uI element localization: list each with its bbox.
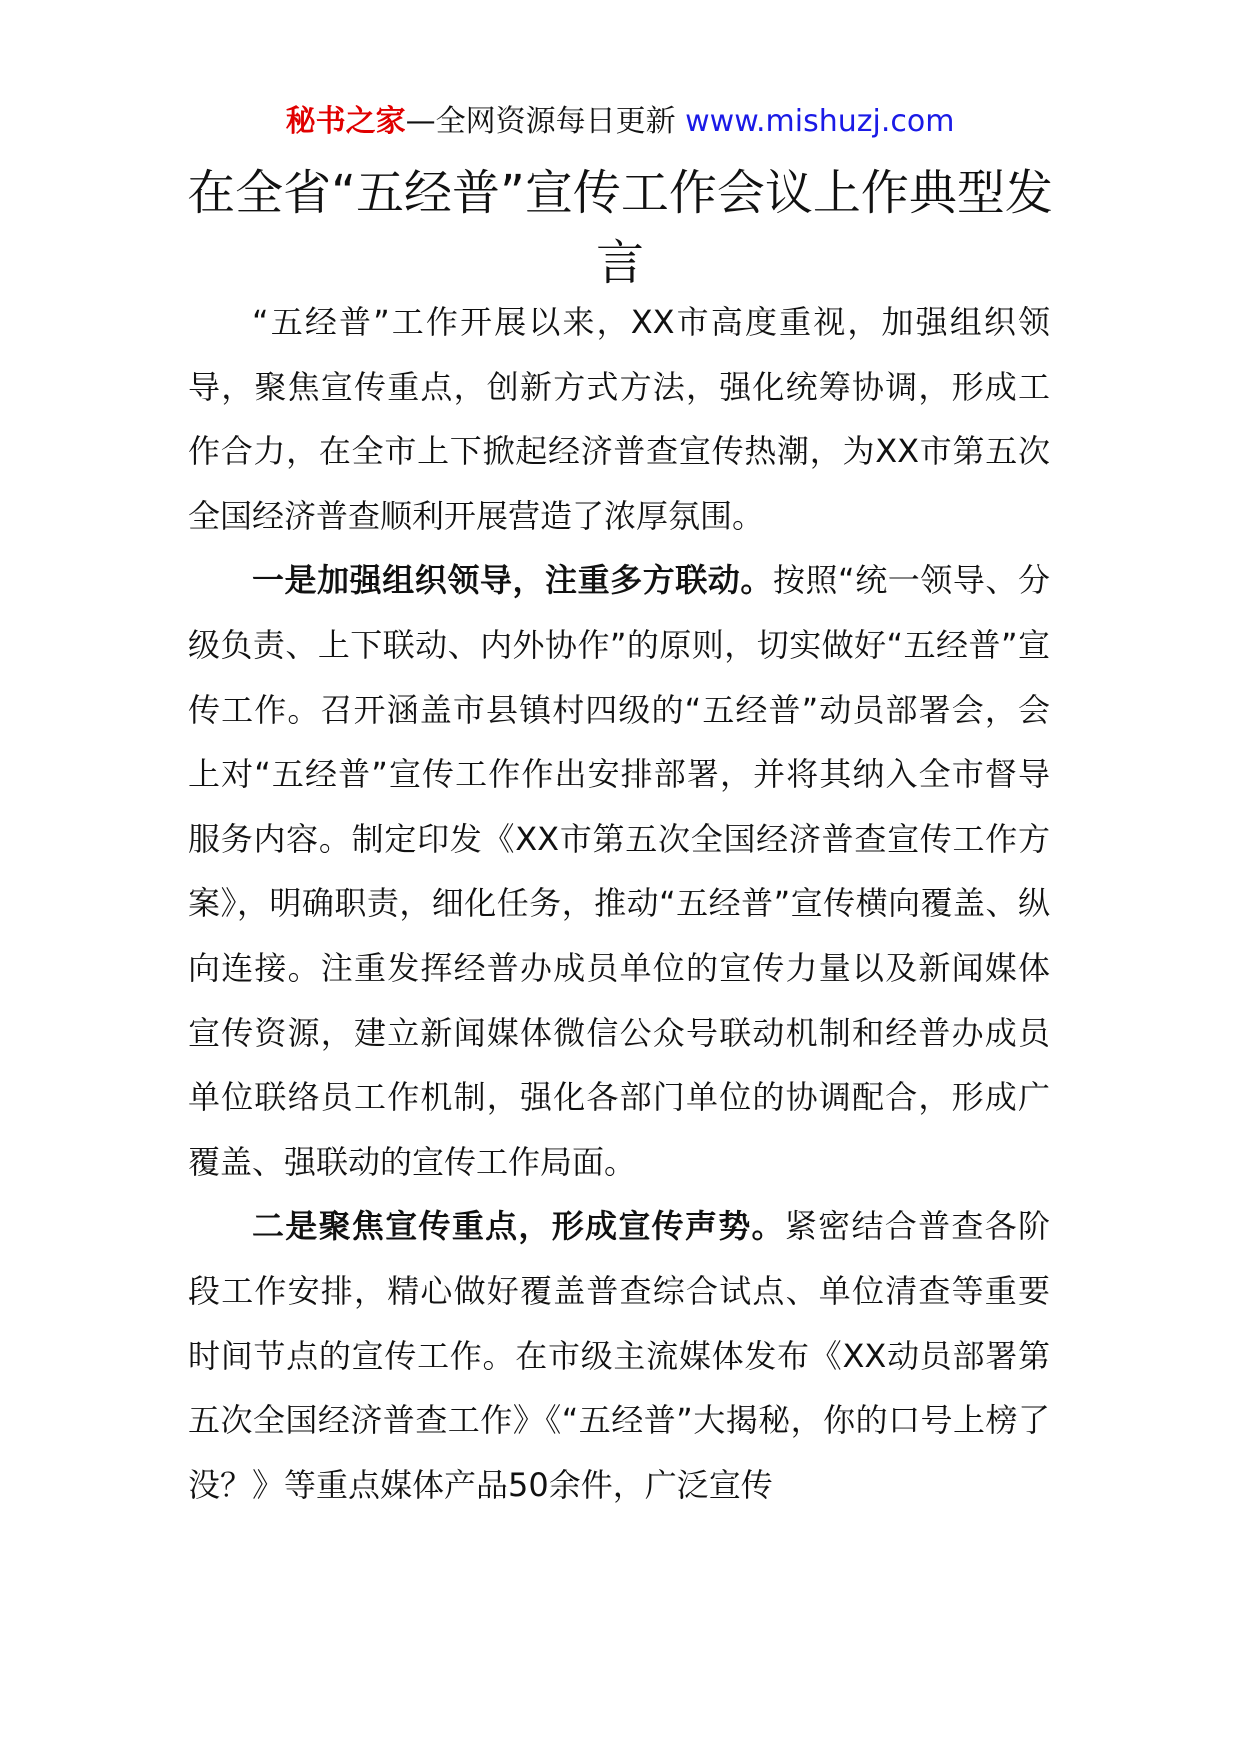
document-body xyxy=(188,290,1050,1517)
paragraph-heading: 一是加强组织领导，注重多方联动。 xyxy=(252,561,773,600)
paragraph-point-two xyxy=(188,1194,1050,1517)
paragraph-heading: 二是聚焦宣传重点，形成宣传声势。 xyxy=(252,1207,785,1246)
paragraph-point-one xyxy=(188,548,1050,1194)
paragraph-intro xyxy=(188,290,1050,548)
header-slogan: —全网资源每日更新 xyxy=(405,104,686,139)
document-title: 在全省“五经普”宣传工作会议上作典型发言 xyxy=(187,165,1053,291)
header-url-link[interactable]: www.mishuzj.com xyxy=(685,104,955,139)
header-brand: 秘书之家 xyxy=(285,104,406,139)
site-header xyxy=(0,100,1240,144)
paragraph-text: “五经普”工作开展以来，XX市高度重视，加强组织领导，聚焦宣传重点，创新方式方法，强化统筹协调，形成工作合力，在全市上下掀起经济普查宣传热潮，为XX市第五次全国经济普查顺利开展营造了浓厚氛围。 xyxy=(188,303,1050,535)
paragraph-text: 按照“统一领导、分级负责、上下联动、内外协作”的原则，切实做好“五经普”宣传工作。召开涵盖市县镇村四级的“五经普”动员部署会，会上对“五经普”宣传工作作出安排部署，并将其纳入全市督导服务内容。制定印发《XX市第五次全国经济普查宣传工作方案》，明确职责，细化任务，推动“五经普”宣传横向覆盖、纵向连接。注重发挥经普办成员单位的宣传力量以及新闻媒体宣传资源，建立新闻媒体微信公众号联动机制和经普办成员单位联络员工作机制，强化各部门单位的协调配合，形成广覆盖、强联动的宣传工作局面。 xyxy=(188,561,1050,1181)
paragraph-text: 紧密结合普查各阶段工作安排，精心做好覆盖普查综合试点、单位清查等重要时间节点的宣传工作。在市级主流媒体发布《XX动员部署第五次全国经济普查工作》《“五经普”大揭秘，你的口号上榜了没？》等重点媒体产品50余件，广泛宣传 xyxy=(188,1207,1050,1504)
